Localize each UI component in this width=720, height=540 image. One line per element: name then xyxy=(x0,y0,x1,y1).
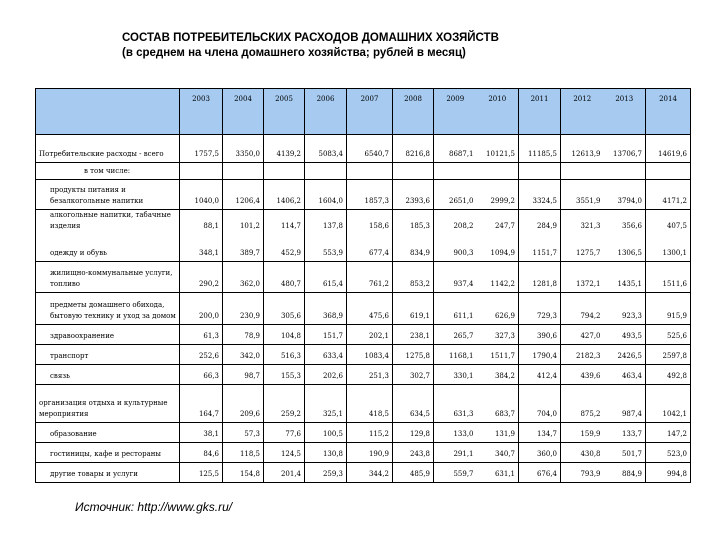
value-cell-2007: 344,2 xyxy=(347,462,393,482)
value-cell-2004: 342,0 xyxy=(223,344,264,364)
value-cell-2008: 243,8 xyxy=(393,442,434,462)
value-cell-2007: 202,1 xyxy=(347,324,393,344)
value-cell-2012: 1275,7 xyxy=(561,234,604,261)
year-header-2011: 2011 xyxy=(519,89,561,135)
value-cell-2010: 131,9 xyxy=(477,422,519,442)
year-header-2003: 2003 xyxy=(180,89,223,135)
value-cell-2007 xyxy=(347,163,393,180)
source-note: Источник: http://www.gks.ru/ xyxy=(75,500,233,514)
value-cell-2011: 704,0 xyxy=(519,384,561,422)
value-cell-2012: 430,8 xyxy=(561,442,604,462)
row-label: другие товары и услуги xyxy=(36,462,180,482)
value-cell-2013: 501,7 xyxy=(604,442,646,462)
value-cell-2007: 677,4 xyxy=(347,234,393,261)
value-cell-2003: 1757,5 xyxy=(180,135,223,163)
value-cell-2008: 2393,6 xyxy=(393,180,434,210)
value-cell-2009: 8687,1 xyxy=(434,135,477,163)
value-cell-2011: 284,9 xyxy=(519,210,561,235)
value-cell-2004: 118,5 xyxy=(223,442,264,462)
value-cell-2008: 834,9 xyxy=(393,234,434,261)
value-cell-2013 xyxy=(604,163,646,180)
row-label: здравоохранение xyxy=(36,324,180,344)
table-row xyxy=(36,180,691,210)
value-cell-2009: 937,4 xyxy=(434,261,477,292)
value-cell-2013: 493,5 xyxy=(604,324,646,344)
title-line-1: СОСТАВ ПОТРЕБИТЕЛЬСКИХ РАСХОДОВ ДОМАШНИХ ХОЗЯЙСТВ xyxy=(122,32,499,44)
table-row xyxy=(36,292,691,324)
value-cell-2013: 356,6 xyxy=(604,210,646,235)
table-row xyxy=(36,261,691,292)
value-cell-2014: 1511,6 xyxy=(646,261,691,292)
value-cell-2012: 321,3 xyxy=(561,210,604,235)
value-cell-2004: 101,2 xyxy=(223,210,264,235)
value-cell-2014: 523,0 xyxy=(646,442,691,462)
value-cell-2006: 5083,4 xyxy=(305,135,347,163)
value-cell-2003: 200,0 xyxy=(180,292,223,324)
year-header-2004: 2004 xyxy=(223,89,264,135)
value-cell-2012: 159,9 xyxy=(561,422,604,442)
table-row xyxy=(36,135,691,163)
value-cell-2012: 3551,9 xyxy=(561,180,604,210)
year-header-2009: 2009 xyxy=(434,89,477,135)
value-cell-2011: 390,6 xyxy=(519,324,561,344)
value-cell-2012: 427,0 xyxy=(561,324,604,344)
value-cell-2014: 525,6 xyxy=(646,324,691,344)
value-cell-2006: 259,3 xyxy=(305,462,347,482)
value-cell-2010: 1511,7 xyxy=(477,344,519,364)
value-cell-2008: 1275,8 xyxy=(393,344,434,364)
value-cell-2009: 631,3 xyxy=(434,384,477,422)
value-cell-2007: 251,3 xyxy=(347,364,393,384)
row-label: Потребительские расходы - всего xyxy=(36,135,180,163)
value-cell-2004: 154,8 xyxy=(223,462,264,482)
value-cell-2006: 100,5 xyxy=(305,422,347,442)
value-cell-2008: 8216,8 xyxy=(393,135,434,163)
value-cell-2003: 1040,0 xyxy=(180,180,223,210)
value-cell-2007: 475,6 xyxy=(347,292,393,324)
value-cell-2004: 78,9 xyxy=(223,324,264,344)
table-row xyxy=(36,462,691,482)
value-cell-2009 xyxy=(434,163,477,180)
value-cell-2009: 900,3 xyxy=(434,234,477,261)
value-cell-2005: 124,5 xyxy=(264,442,305,462)
value-cell-2005 xyxy=(264,163,305,180)
value-cell-2005: 114,7 xyxy=(264,210,305,235)
year-header-2014: 2014 xyxy=(646,89,691,135)
value-cell-2014: 1300,1 xyxy=(646,234,691,261)
value-cell-2012: 2182,3 xyxy=(561,344,604,364)
value-cell-2014: 14619,6 xyxy=(646,135,691,163)
value-cell-2014: 915,9 xyxy=(646,292,691,324)
value-cell-2003: 88,1 xyxy=(180,210,223,235)
value-cell-2009: 1168,1 xyxy=(434,344,477,364)
value-cell-2003: 348,1 xyxy=(180,234,223,261)
value-cell-2014: 1042,1 xyxy=(646,384,691,422)
year-header-2013: 2013 xyxy=(604,89,646,135)
value-cell-2006: 151,7 xyxy=(305,324,347,344)
row-label: гостиницы, кафе и рестораны xyxy=(36,442,180,462)
table-row xyxy=(36,344,691,364)
value-cell-2005: 516,3 xyxy=(264,344,305,364)
value-cell-2005: 104,8 xyxy=(264,324,305,344)
year-header-2005: 2005 xyxy=(264,89,305,135)
value-cell-2010: 1142,2 xyxy=(477,261,519,292)
value-cell-2010: 327,3 xyxy=(477,324,519,344)
value-cell-2008: 619,1 xyxy=(393,292,434,324)
value-cell-2013: 923,3 xyxy=(604,292,646,324)
value-cell-2005: 155,3 xyxy=(264,364,305,384)
value-cell-2012: 439,6 xyxy=(561,364,604,384)
value-cell-2008: 485,9 xyxy=(393,462,434,482)
value-cell-2009: 2651,0 xyxy=(434,180,477,210)
value-cell-2011 xyxy=(519,163,561,180)
value-cell-2004: 389,7 xyxy=(223,234,264,261)
value-cell-2010: 683,7 xyxy=(477,384,519,422)
value-cell-2011: 11185,5 xyxy=(519,135,561,163)
row-label: алкогольные напитки, табачные изделия xyxy=(36,210,180,235)
value-cell-2008: 238,1 xyxy=(393,324,434,344)
value-cell-2008: 302,7 xyxy=(393,364,434,384)
value-cell-2009: 330,1 xyxy=(434,364,477,384)
value-cell-2013: 1306,5 xyxy=(604,234,646,261)
value-cell-2010: 247,7 xyxy=(477,210,519,235)
row-label: одежду и обувь xyxy=(36,234,180,261)
table-row xyxy=(36,324,691,344)
value-cell-2005: 77,6 xyxy=(264,422,305,442)
row-label: связь xyxy=(36,364,180,384)
value-cell-2006: 368,9 xyxy=(305,292,347,324)
value-cell-2007: 6540,7 xyxy=(347,135,393,163)
value-cell-2006: 615,4 xyxy=(305,261,347,292)
value-cell-2003: 290,2 xyxy=(180,261,223,292)
value-cell-2012: 12613,9 xyxy=(561,135,604,163)
value-cell-2008: 634,5 xyxy=(393,384,434,422)
value-cell-2003: 125,5 xyxy=(180,462,223,482)
value-cell-2006: 1604,0 xyxy=(305,180,347,210)
value-cell-2010: 1094,9 xyxy=(477,234,519,261)
year-header-2006: 2006 xyxy=(305,89,347,135)
value-cell-2013: 463,4 xyxy=(604,364,646,384)
value-cell-2010: 10121,5 xyxy=(477,135,519,163)
table-row xyxy=(36,422,691,442)
value-cell-2010: 631,1 xyxy=(477,462,519,482)
value-cell-2014: 2597,8 xyxy=(646,344,691,364)
value-cell-2013: 884,9 xyxy=(604,462,646,482)
value-cell-2006: 633,4 xyxy=(305,344,347,364)
year-header-2008: 2008 xyxy=(393,89,434,135)
value-cell-2007: 115,2 xyxy=(347,422,393,442)
value-cell-2011: 729,3 xyxy=(519,292,561,324)
value-cell-2004: 57,3 xyxy=(223,422,264,442)
value-cell-2014: 994,8 xyxy=(646,462,691,482)
value-cell-2014: 4171,2 xyxy=(646,180,691,210)
value-cell-2014: 147,2 xyxy=(646,422,691,442)
header-label-cell xyxy=(36,89,180,135)
value-cell-2006: 325,1 xyxy=(305,384,347,422)
value-cell-2005: 452,9 xyxy=(264,234,305,261)
value-cell-2008: 129,8 xyxy=(393,422,434,442)
table-row xyxy=(36,442,691,462)
value-cell-2004: 362,0 xyxy=(223,261,264,292)
value-cell-2011: 1281,8 xyxy=(519,261,561,292)
value-cell-2012 xyxy=(561,163,604,180)
value-cell-2007: 190,9 xyxy=(347,442,393,462)
value-cell-2012: 875,2 xyxy=(561,384,604,422)
value-cell-2005: 201,4 xyxy=(264,462,305,482)
value-cell-2011: 3324,5 xyxy=(519,180,561,210)
value-cell-2014: 407,5 xyxy=(646,210,691,235)
value-cell-2003: 252,6 xyxy=(180,344,223,364)
row-label: жилищно-коммунальные услуги, топливо xyxy=(36,261,180,292)
value-cell-2009: 133,0 xyxy=(434,422,477,442)
value-cell-2012: 793,9 xyxy=(561,462,604,482)
row-label: транспорт xyxy=(36,344,180,364)
value-cell-2013: 13706,7 xyxy=(604,135,646,163)
value-cell-2009: 611,1 xyxy=(434,292,477,324)
value-cell-2009: 208,2 xyxy=(434,210,477,235)
value-cell-2011: 360,0 xyxy=(519,442,561,462)
value-cell-2006: 202,6 xyxy=(305,364,347,384)
value-cell-2011: 676,4 xyxy=(519,462,561,482)
value-cell-2006: 137,8 xyxy=(305,210,347,235)
value-cell-2011: 1151,7 xyxy=(519,234,561,261)
value-cell-2013: 987,4 xyxy=(604,384,646,422)
row-label: организация отдыха и культурные мероприятия xyxy=(36,384,180,422)
value-cell-2005: 1406,2 xyxy=(264,180,305,210)
value-cell-2007: 158,6 xyxy=(347,210,393,235)
row-label: продукты питания и безалкогольные напитки xyxy=(36,180,180,210)
value-cell-2006: 130,8 xyxy=(305,442,347,462)
value-cell-2009: 265,7 xyxy=(434,324,477,344)
table-row xyxy=(36,234,691,261)
value-cell-2005: 305,6 xyxy=(264,292,305,324)
value-cell-2010: 340,7 xyxy=(477,442,519,462)
value-cell-2004: 1206,4 xyxy=(223,180,264,210)
value-cell-2011: 412,4 xyxy=(519,364,561,384)
value-cell-2006: 553,9 xyxy=(305,234,347,261)
value-cell-2004: 230,9 xyxy=(223,292,264,324)
value-cell-2003: 66,3 xyxy=(180,364,223,384)
value-cell-2008 xyxy=(393,163,434,180)
value-cell-2014 xyxy=(646,163,691,180)
value-cell-2010: 626,9 xyxy=(477,292,519,324)
value-cell-2013: 133,7 xyxy=(604,422,646,442)
title-line-2: (в среднем на члена домашнего хозяйства; рублей в месяц) xyxy=(122,47,466,59)
value-cell-2003: 61,3 xyxy=(180,324,223,344)
value-cell-2003 xyxy=(180,163,223,180)
value-cell-2003: 84,6 xyxy=(180,442,223,462)
year-header-2007: 2007 xyxy=(347,89,393,135)
row-label: образование xyxy=(36,422,180,442)
row-label: в том числе: xyxy=(36,163,180,180)
value-cell-2004: 3350,0 xyxy=(223,135,264,163)
value-cell-2014: 492,8 xyxy=(646,364,691,384)
value-cell-2005: 259,2 xyxy=(264,384,305,422)
value-cell-2007: 1857,3 xyxy=(347,180,393,210)
value-cell-2010: 384,2 xyxy=(477,364,519,384)
value-cell-2010 xyxy=(477,163,519,180)
table-row xyxy=(36,210,691,235)
value-cell-2003: 164,7 xyxy=(180,384,223,422)
header-row xyxy=(36,89,691,135)
value-cell-2011: 1790,4 xyxy=(519,344,561,364)
table-row xyxy=(36,163,691,180)
value-cell-2011: 134,7 xyxy=(519,422,561,442)
value-cell-2007: 1083,4 xyxy=(347,344,393,364)
value-cell-2008: 853,2 xyxy=(393,261,434,292)
value-cell-2012: 794,2 xyxy=(561,292,604,324)
table-row xyxy=(36,384,691,422)
value-cell-2007: 418,5 xyxy=(347,384,393,422)
value-cell-2012: 1372,1 xyxy=(561,261,604,292)
value-cell-2007: 761,2 xyxy=(347,261,393,292)
year-header-2010: 2010 xyxy=(477,89,519,135)
value-cell-2005: 4139,2 xyxy=(264,135,305,163)
value-cell-2004: 209,6 xyxy=(223,384,264,422)
expenditure-table xyxy=(35,88,691,483)
value-cell-2005: 480,7 xyxy=(264,261,305,292)
value-cell-2009: 559,7 xyxy=(434,462,477,482)
value-cell-2003: 38,1 xyxy=(180,422,223,442)
value-cell-2004: 98,7 xyxy=(223,364,264,384)
value-cell-2004 xyxy=(223,163,264,180)
table-row xyxy=(36,364,691,384)
row-label: предметы домашнего обихода, бытовую технику и уход за домом xyxy=(36,292,180,324)
document-title xyxy=(122,31,499,61)
value-cell-2009: 291,1 xyxy=(434,442,477,462)
value-cell-2013: 2426,5 xyxy=(604,344,646,364)
value-cell-2006 xyxy=(305,163,347,180)
value-cell-2013: 1435,1 xyxy=(604,261,646,292)
year-header-2012: 2012 xyxy=(561,89,604,135)
value-cell-2010: 2999,2 xyxy=(477,180,519,210)
value-cell-2013: 3794,0 xyxy=(604,180,646,210)
value-cell-2008: 185,3 xyxy=(393,210,434,235)
